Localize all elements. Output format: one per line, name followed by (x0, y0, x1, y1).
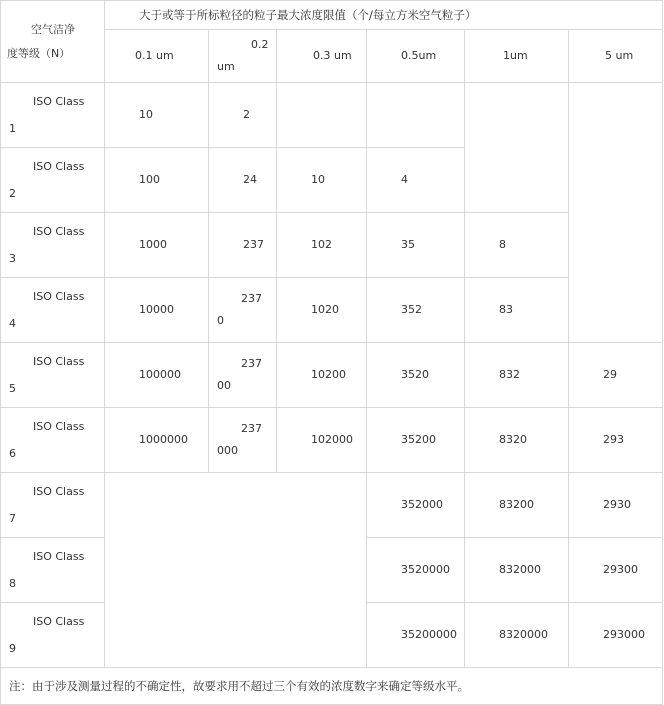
value-5um-empty (569, 83, 663, 343)
class-number: 2 (9, 187, 16, 200)
size-1um: 1um (465, 30, 569, 83)
value-0-1um: 100 (105, 148, 209, 213)
value-0-5um (367, 83, 465, 148)
class-cell (1, 473, 105, 538)
value-0-2um-line2: 000 (217, 444, 238, 457)
value-1um: 8 (465, 213, 569, 278)
value-0-3um: 1020 (277, 278, 367, 343)
class-number: 5 (9, 382, 16, 395)
value-0-2um-cell (209, 278, 277, 343)
size-5um: 5 um (569, 30, 663, 83)
size-0-2um-line2: um (217, 60, 235, 73)
value-0-5um: 3520000 (367, 538, 465, 603)
value-1um: 8320 (465, 408, 569, 473)
value-5um: 293000 (569, 603, 663, 668)
class-header-cell (1, 1, 105, 83)
value-0-3um (277, 83, 367, 148)
class-cell (1, 603, 105, 668)
value-0-5um: 352 (367, 278, 465, 343)
class-cell (1, 278, 105, 343)
value-0-2um-line1: 237 (241, 357, 262, 370)
table-title: 大于或等于所标粒径的粒子最大浓度限值（个/每立方米空气粒子） (105, 1, 663, 30)
empty-small-particle-cell (105, 473, 367, 668)
class-cell (1, 83, 105, 148)
class-header-line2: 度等级（N） (7, 46, 71, 60)
value-0-2um-cell (209, 408, 277, 473)
class-number: 3 (9, 252, 16, 265)
value-0-1um: 10 (105, 83, 209, 148)
class-number: 7 (9, 512, 16, 525)
value-0-5um: 352000 (367, 473, 465, 538)
value-5um: 2930 (569, 473, 663, 538)
class-label: ISO Class (33, 615, 85, 628)
value-1um: 8320000 (465, 603, 569, 668)
value-0-2um: 24 (209, 148, 277, 213)
value-0-2um-line2: 00 (217, 379, 231, 392)
value-5um: 29300 (569, 538, 663, 603)
size-0-3um: 0.3 um (277, 30, 367, 83)
class-cell (1, 408, 105, 473)
class-label: ISO Class (33, 420, 85, 433)
class-cell (1, 148, 105, 213)
class-label: ISO Class (33, 485, 85, 498)
value-0-2um-cell (209, 343, 277, 408)
value-0-5um: 35 (367, 213, 465, 278)
value-0-3um: 10 (277, 148, 367, 213)
class-number: 1 (9, 122, 16, 135)
class-cell (1, 538, 105, 603)
size-0-5um: 0.5um (367, 30, 465, 83)
class-label: ISO Class (33, 290, 85, 303)
value-0-2um: 237 (209, 213, 277, 278)
value-0-1um: 10000 (105, 278, 209, 343)
class-number: 8 (9, 577, 16, 590)
value-0-2um-line1: 237 (241, 292, 262, 305)
value-1um: 83 (465, 278, 569, 343)
value-0-1um: 1000 (105, 213, 209, 278)
value-5um: 293 (569, 408, 663, 473)
size-0-2um-cell (209, 30, 277, 83)
class-cell (1, 213, 105, 278)
value-0-2um: 2 (209, 83, 277, 148)
value-1um: 832000 (465, 538, 569, 603)
class-label: ISO Class (33, 160, 85, 173)
class-label: ISO Class (33, 225, 85, 238)
class-cell (1, 343, 105, 408)
size-0-1um: 0.1 um (105, 30, 209, 83)
value-1um: 83200 (465, 473, 569, 538)
class-header-line1: 空气洁净 (31, 22, 75, 36)
value-0-5um: 35200 (367, 408, 465, 473)
class-number: 4 (9, 317, 16, 330)
value-0-1um: 100000 (105, 343, 209, 408)
value-0-5um: 35200000 (367, 603, 465, 668)
value-0-3um: 10200 (277, 343, 367, 408)
size-0-2um-line1: 0.2 (251, 38, 269, 51)
value-0-3um: 102000 (277, 408, 367, 473)
value-5um: 29 (569, 343, 663, 408)
table-footnote: 注：由于涉及测量过程的不确定性，故要求用不超过三个有效的浓度数字来确定等级水平。 (1, 668, 663, 705)
value-0-5um: 3520 (367, 343, 465, 408)
class-label: ISO Class (33, 95, 85, 108)
value-1um (465, 83, 569, 213)
value-0-2um-line1: 237 (241, 422, 262, 435)
value-0-3um: 102 (277, 213, 367, 278)
value-0-5um: 4 (367, 148, 465, 213)
value-0-2um-line2: 0 (217, 314, 224, 327)
value-1um: 832 (465, 343, 569, 408)
value-0-1um: 1000000 (105, 408, 209, 473)
class-label: ISO Class (33, 550, 85, 563)
class-number: 9 (9, 642, 16, 655)
class-label: ISO Class (33, 355, 85, 368)
class-number: 6 (9, 447, 16, 460)
